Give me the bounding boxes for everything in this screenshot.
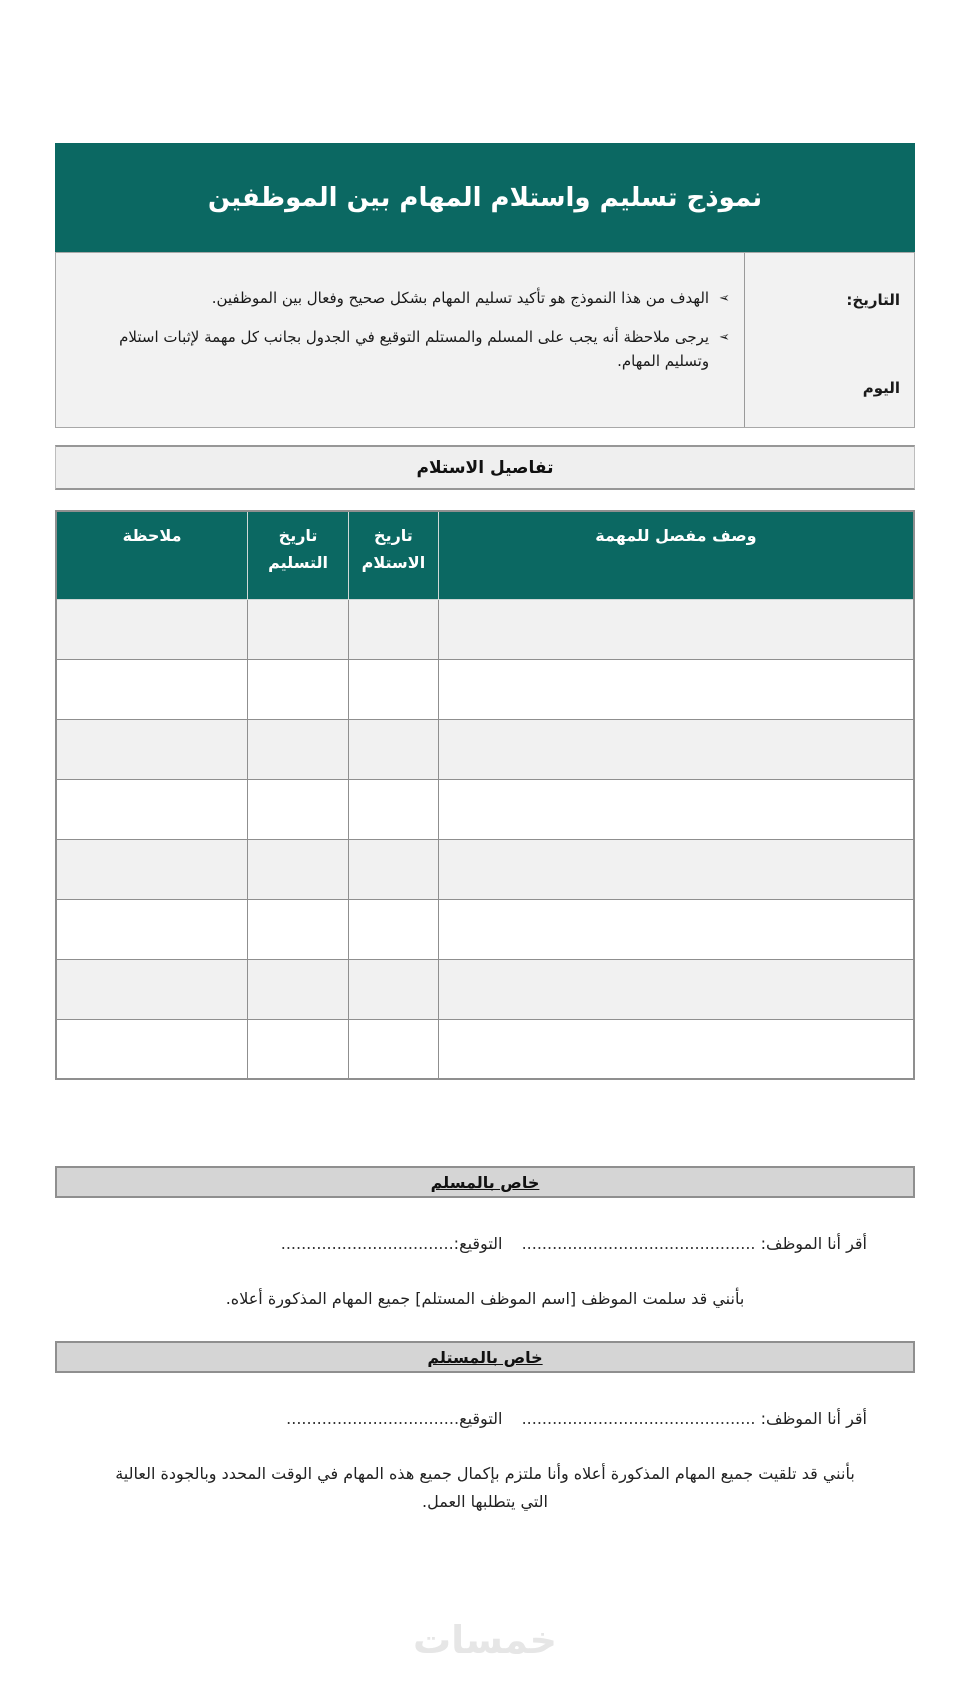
table-cell-empty xyxy=(348,1019,438,1079)
table-cell-empty xyxy=(348,599,438,659)
note-item xyxy=(80,326,730,373)
table-cell-empty xyxy=(348,719,438,779)
table-cell-empty xyxy=(56,959,248,1019)
section-title: خاص بالمسلم xyxy=(430,1172,540,1192)
details-table-body xyxy=(56,599,914,1079)
table-row xyxy=(56,959,914,1019)
receipt-details-table xyxy=(55,510,915,1080)
table-cell-empty xyxy=(56,899,248,959)
table-cell-empty xyxy=(438,779,914,839)
table-cell-empty xyxy=(56,719,248,779)
table-cell-empty xyxy=(438,959,914,1019)
khamsat-watermark: خمسات xyxy=(413,1618,557,1662)
day-field-label: اليوم xyxy=(862,379,900,397)
table-cell-empty xyxy=(348,659,438,719)
deliverer-statement: بأنني قد سلمت الموظف [اسم الموظف المستلم] جميع المهام المذكورة أعلاه. xyxy=(225,1289,745,1308)
note-text: الهدف من هذا النموذج هو تأكيد تسليم المهام بشكل صحيح وفعال بين الموظفين. xyxy=(211,289,710,307)
column-header-task-description: وصف مفصل للمهمة xyxy=(438,511,914,599)
note-text: يرجى ملاحظة أنه يجب على المسلم والمستلم التوقيع في الجدول بجانب كل مهمة لإثبات استلام وتسليم المهام. xyxy=(119,328,710,370)
declaration-prefix: أقر أنا الموظف: xyxy=(760,1409,867,1428)
receiver-declaration-line xyxy=(55,1409,915,1428)
table-row xyxy=(56,599,914,659)
section-title: تفاصيل الاستلام xyxy=(416,457,554,478)
employee-name-dotted-line: .............................................. xyxy=(521,1234,756,1253)
receiver-section-header xyxy=(55,1341,915,1373)
form-title-bar xyxy=(55,143,915,252)
signature-dotted-line: .................................. xyxy=(286,1409,460,1428)
table-cell-empty xyxy=(438,899,914,959)
table-cell-empty xyxy=(248,719,349,779)
table-row xyxy=(56,1019,914,1079)
table-header-row xyxy=(56,511,914,599)
table-cell-empty xyxy=(248,599,349,659)
deliverer-declaration-line xyxy=(55,1234,915,1253)
table-row xyxy=(56,839,914,899)
table-cell-empty xyxy=(348,899,438,959)
table-cell-empty xyxy=(248,659,349,719)
signature-label: التوقيع xyxy=(459,1409,503,1428)
table-row xyxy=(56,659,914,719)
signature-label: التوقيع: xyxy=(453,1234,503,1253)
arrow-bullet-icon: ➢ xyxy=(719,291,730,306)
table-cell-empty xyxy=(56,839,248,899)
date-field-label: التاريخ: xyxy=(846,291,900,309)
table-cell-empty xyxy=(248,1019,349,1079)
column-header-delivery-date: تاريخ التسليم xyxy=(248,511,349,599)
table-cell-empty xyxy=(248,779,349,839)
table-row xyxy=(56,899,914,959)
table-cell-empty xyxy=(438,659,914,719)
table-cell-empty xyxy=(348,779,438,839)
column-header-receipt-date: تاريخ الاستلام xyxy=(348,511,438,599)
page-title: نموذج تسليم واستلام المهام بين الموظفين xyxy=(207,182,763,213)
note-item xyxy=(80,287,730,310)
form-sheet xyxy=(55,143,915,1516)
notes-list xyxy=(56,253,744,427)
table-cell-empty xyxy=(56,1019,248,1079)
table-cell-empty xyxy=(56,599,248,659)
table-cell-empty xyxy=(248,899,349,959)
date-day-column xyxy=(744,253,914,427)
arrow-bullet-icon: ➢ xyxy=(719,330,730,346)
table-cell-empty xyxy=(438,599,914,659)
declaration-prefix: أقر أنا الموظف: xyxy=(760,1234,867,1253)
table-cell-empty xyxy=(248,959,349,1019)
purpose-notes-box xyxy=(55,252,915,428)
table-cell-empty xyxy=(56,659,248,719)
table-cell-empty xyxy=(348,959,438,1019)
table-cell-empty xyxy=(438,1019,914,1079)
table-cell-empty xyxy=(248,839,349,899)
table-row xyxy=(56,779,914,839)
table-cell-empty xyxy=(348,839,438,899)
column-header-note: ملاحظة xyxy=(56,511,248,599)
employee-name-dotted-line: .............................................. xyxy=(521,1409,756,1428)
table-row xyxy=(56,719,914,779)
deliverer-section-header xyxy=(55,1166,915,1198)
table-cell-empty xyxy=(438,719,914,779)
signature-dotted-line: .................................. xyxy=(280,1234,454,1253)
table-cell-empty xyxy=(56,779,248,839)
receipt-details-section-header xyxy=(55,445,915,490)
table-cell-empty xyxy=(438,839,914,899)
receiver-statement: بأنني قد تلقيت جميع المهام المذكورة أعلاه وأنا ملتزم بإكمال جميع هذه المهام في الوقت المحدد وبالجودة العالية التي يتطلبها العمل. xyxy=(115,1464,855,1511)
section-title: خاص بالمستلم xyxy=(427,1347,543,1367)
